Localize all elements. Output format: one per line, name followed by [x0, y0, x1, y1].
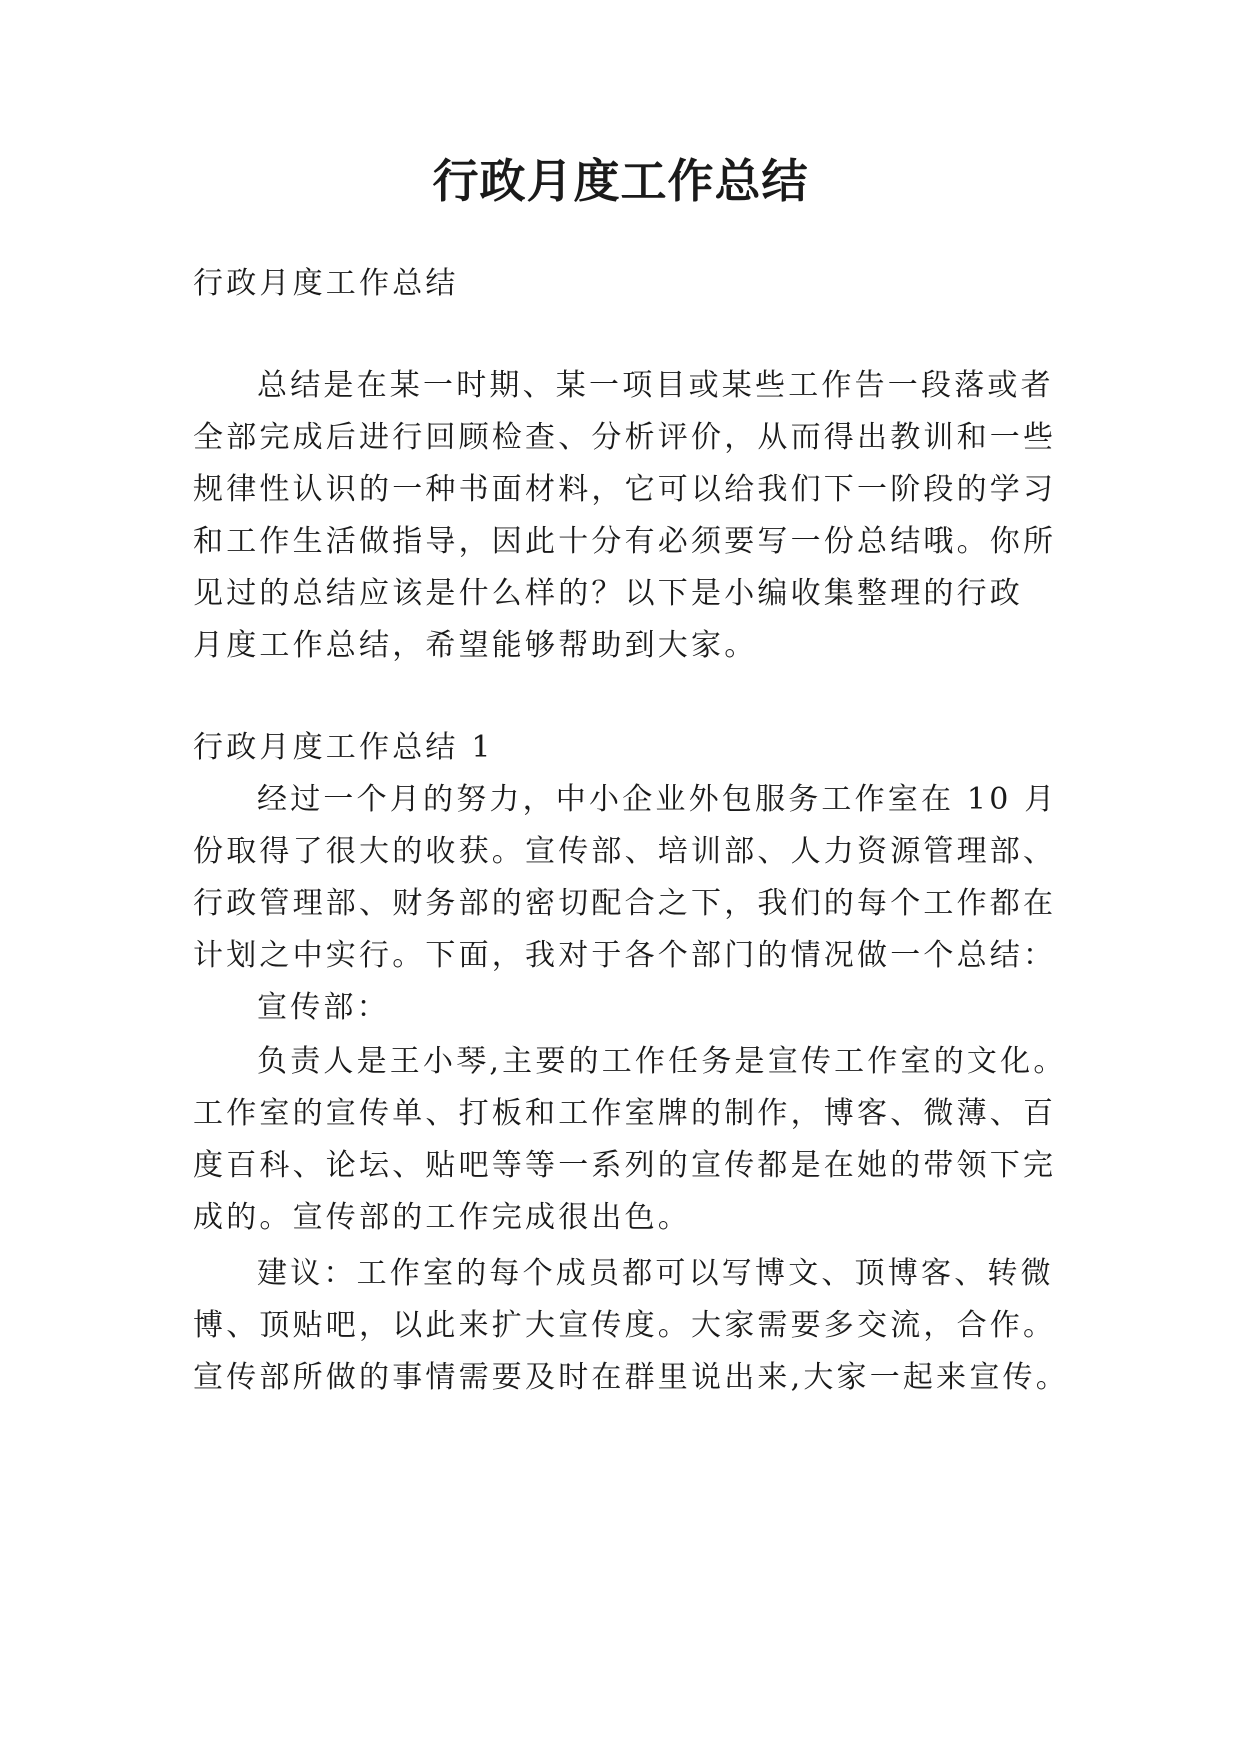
intro-line: 月度工作总结，希望能够帮助到大家。	[193, 628, 758, 663]
intro-line: 见过的总结应该是什么样的？以下是小编收集整理的行政	[193, 576, 1023, 611]
intro-line: 全部完成后进行回顾检查、分析评价，从而得出教训和一些	[193, 420, 1057, 455]
intro-line: 总结是在某一时期、某一项目或某些工作告一段落或者	[257, 368, 1054, 403]
document-title: 行政月度工作总结	[432, 154, 809, 208]
paragraph-line: 宣传部所做的事情需要及时在群里说出来,大家一起来宣传。	[193, 1360, 1069, 1395]
paragraph-line: 建议：工作室的每个成员都可以写博文、顶博客、转微	[257, 1256, 1054, 1291]
paragraph-line: 成的。宣传部的工作完成很出色。	[193, 1200, 691, 1235]
paragraph-line: 计划之中实行。下面，我对于各个部门的情况做一个总结：	[193, 938, 1057, 973]
section-heading: 行政月度工作总结 1	[193, 730, 494, 765]
paragraph-line: 负责人是王小琴,主要的工作任务是宣传工作室的文化。	[257, 1044, 1067, 1079]
paragraph-line: 经过一个月的努力，中小企业外包服务工作室在 10 月	[257, 782, 1058, 817]
paragraph-line: 份取得了很大的收获。宣传部、培训部、人力资源管理部、	[193, 834, 1057, 869]
department-label: 宣传部：	[257, 990, 390, 1025]
paragraph-line: 行政管理部、财务部的密切配合之下，我们的每个工作都在	[193, 886, 1057, 921]
intro-line: 和工作生活做指导，因此十分有必须要写一份总结哦。你所	[193, 524, 1057, 559]
paragraph-line: 博、顶贴吧，以此来扩大宣传度。大家需要多交流，合作。	[193, 1308, 1057, 1343]
document-subtitle: 行政月度工作总结	[193, 266, 459, 301]
paragraph-line: 工作室的宣传单、打板和工作室牌的制作，博客、微薄、百	[193, 1096, 1057, 1131]
paragraph-line: 度百科、论坛、贴吧等等一系列的宣传都是在她的带领下完	[193, 1148, 1057, 1183]
intro-line: 规律性认识的一种书面材料，它可以给我们下一阶段的学习	[193, 472, 1057, 507]
